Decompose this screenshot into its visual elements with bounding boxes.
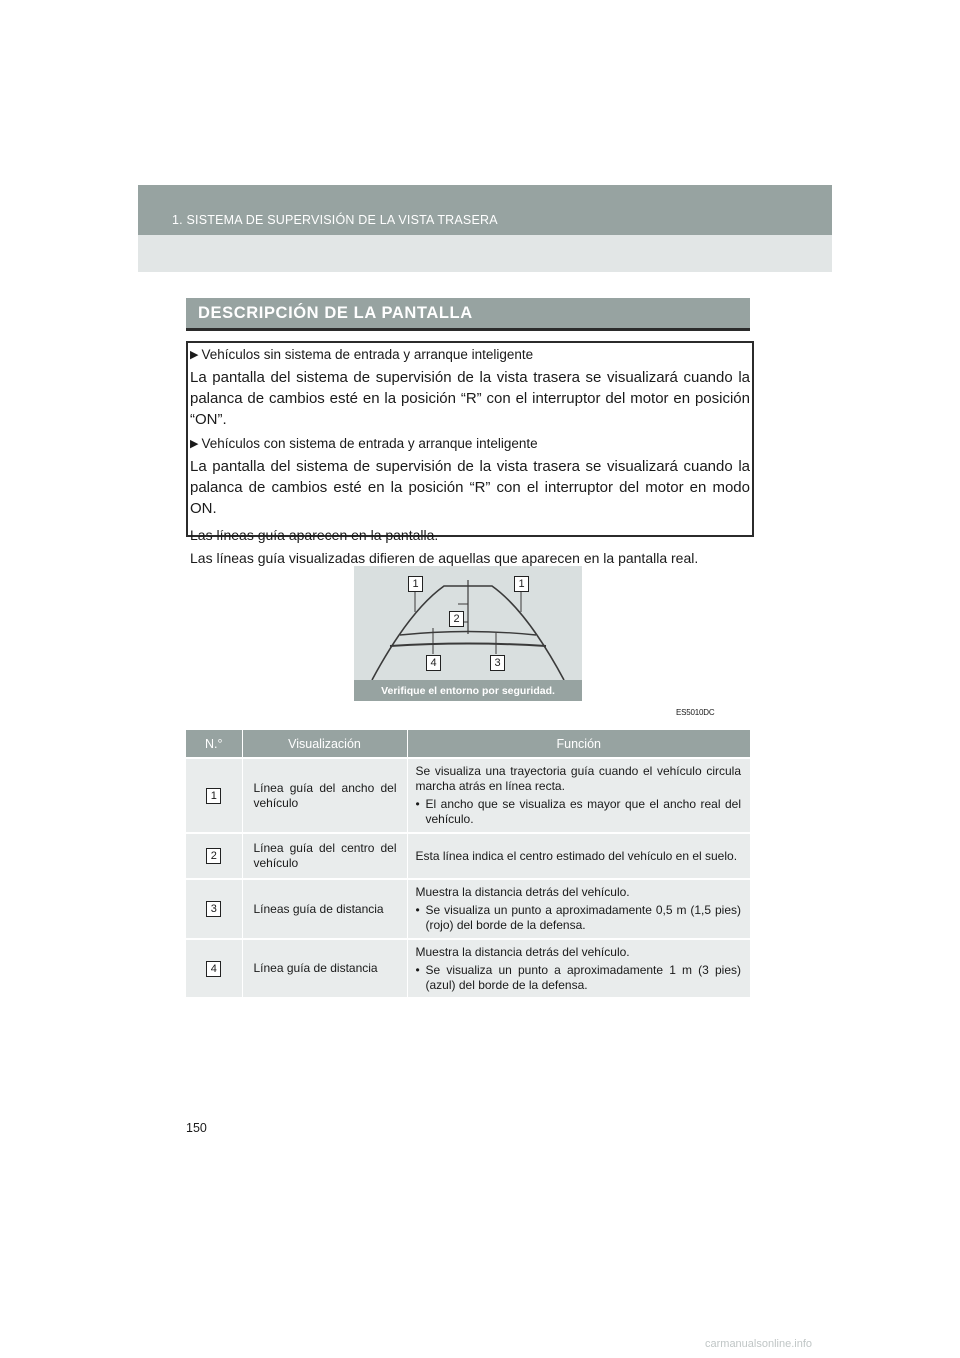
row-function-cell (407, 879, 750, 939)
row-number-cell (186, 758, 242, 833)
triangle-bullet-icon: ▶ (190, 438, 199, 450)
callout-1-left: 1 (408, 576, 423, 592)
rear-view-illustration (354, 566, 582, 701)
bullet-dot-icon: • (415, 962, 420, 977)
row-number-cell (186, 939, 242, 997)
column-header-number: N.° (186, 730, 242, 758)
row-function-cell (407, 758, 750, 833)
header-band (138, 185, 832, 235)
row-display-cell: Líneas guía de distancia (242, 879, 407, 939)
description-box (186, 341, 754, 566)
function-text: Muestra la distancia detrás del vehículo. (415, 885, 630, 899)
function-text: Esta línea indica el centro estimado del vehículo en el suelo. (415, 848, 738, 863)
bullet-dot-icon: • (415, 903, 420, 917)
row-number-cell (186, 879, 242, 939)
row-number: 2 (206, 848, 221, 864)
row-number: 3 (206, 901, 221, 917)
row-display-cell: Línea guía del centro del vehículo (242, 833, 407, 879)
row-function-cell (407, 833, 750, 879)
function-bullet (416, 797, 742, 827)
description-paragraph: La pantalla del sistema de supervisión de la vista trasera se visualizará cuando la palanca de cambios esté en la posición “R” con el interruptor del motor en modo ON. (190, 458, 750, 517)
function-text: Muestra la distancia detrás del vehículo. (415, 944, 630, 959)
bullet-text: Se visualiza un punto a aproximadamente 1 m (3 pies) (azul) del borde de la defensa. (425, 962, 741, 992)
table-row (186, 879, 750, 939)
triangle-bullet-icon: ▶ (190, 349, 199, 361)
header-subband (138, 235, 832, 272)
figure-code: ES5010DC (676, 708, 715, 717)
callout-4: 4 (426, 655, 441, 671)
callout-2: 2 (449, 611, 464, 627)
bullet-text: Se visualiza un punto a aproximadamente 0,5 m (1,5 pies) (rojo) del borde de la defensa. (425, 903, 741, 932)
function-bullet (416, 903, 742, 933)
row-display-cell: Línea guía de distancia (242, 939, 407, 997)
section-heading (186, 298, 750, 331)
column-header-function: Función (407, 730, 750, 758)
row-number: 4 (206, 961, 221, 977)
bullet-text: El ancho que se visualiza es mayor que el ancho real del vehículo. (425, 797, 741, 826)
condition-line (190, 347, 750, 362)
note-text: Las líneas guía aparecen en la pantalla. (190, 527, 439, 543)
table-row (186, 939, 750, 997)
description-paragraph: La pantalla del sistema de supervisión de la vista trasera se visualizará cuando la palanca de cambios esté en la posición “R” con el interruptor del motor en posición “ON”. (190, 369, 750, 428)
guide-lines-table (186, 730, 750, 997)
illustration-caption: Verifique el entorno por seguridad. (381, 685, 555, 697)
function-bullet (416, 963, 742, 993)
callout-3: 3 (490, 655, 505, 671)
condition-line (190, 436, 750, 451)
table-row (186, 833, 750, 879)
callout-1-right: 1 (514, 576, 529, 592)
page-number: 150 (186, 1121, 207, 1135)
distance-line-05m (390, 644, 546, 647)
function-text: Se visualiza una trayectoria guía cuando el vehículo circula marcha atrás en línea recta. (415, 764, 741, 793)
chapter-title: 1. SISTEMA DE SUPERVISIÓN DE LA VISTA TRASERA (172, 213, 498, 227)
row-display-cell: Línea guía del ancho del vehículo (242, 758, 407, 833)
column-header-display: Visualización (242, 730, 407, 758)
table-row (186, 758, 750, 833)
row-number: 1 (206, 788, 221, 804)
condition-text: Vehículos con sistema de entrada y arranque inteligente (201, 436, 538, 451)
section-heading-text: DESCRIPCIÓN DE LA PANTALLA (198, 304, 473, 322)
row-function-cell (407, 939, 750, 997)
row-number-cell (186, 833, 242, 879)
bullet-dot-icon: • (415, 797, 420, 811)
table-header-row (186, 730, 750, 758)
watermark[interactable]: carmanualsonline.info (705, 1338, 813, 1350)
condition-text: Vehículos sin sistema de entrada y arranque inteligente (201, 347, 534, 362)
note-text: Las líneas guía visualizadas difieren de aquellas que aparecen en la pantalla real. (190, 550, 699, 566)
